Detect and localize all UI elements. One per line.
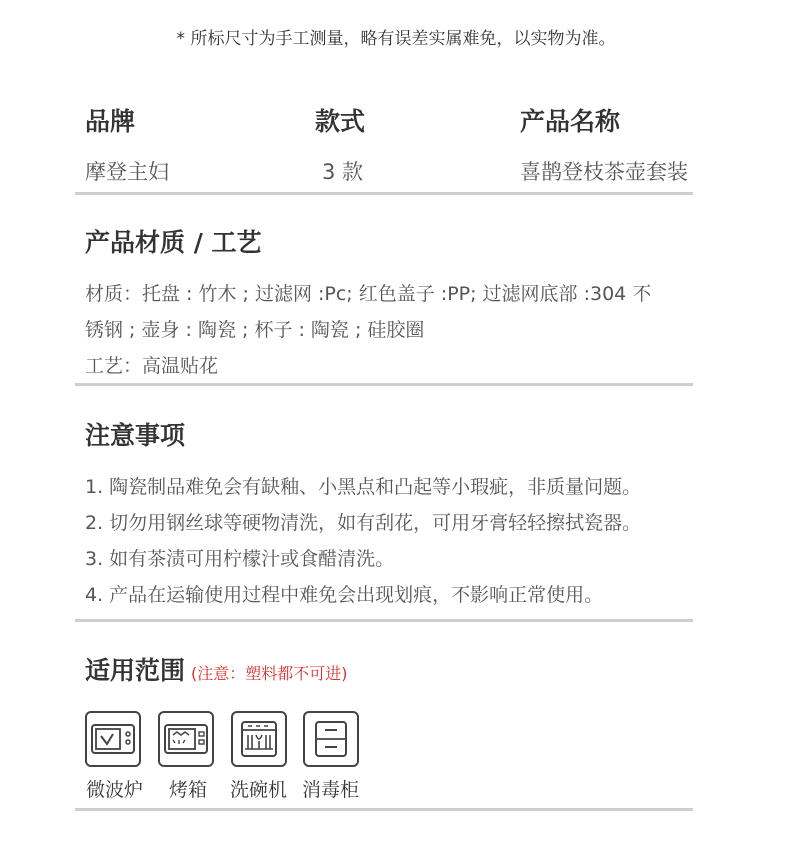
material-title: 产品材质 / 工艺	[85, 228, 262, 257]
notes-title: 注意事项	[85, 421, 186, 450]
usage-title	[85, 651, 348, 687]
material-line: 材质：托盘 : 竹木 ; 过滤网 :Pc; 红色盖子 :PP; 过滤网底部 :304 不	[85, 283, 652, 305]
microwave-label: 微波炉	[86, 779, 144, 801]
divider	[75, 192, 693, 195]
usage-title-text: 适用范围	[85, 656, 186, 685]
craft-line: 工艺：高温贴花	[85, 355, 219, 377]
sterilizer-label: 消毒柜	[302, 779, 360, 801]
note-item: 3. 如有茶渍可用柠檬汁或食醋清洗。	[85, 548, 395, 570]
brand-value: 摩登主妇	[85, 160, 169, 184]
note-item: 2. 切勿用钢丝球等硬物清洗，如有刮花，可用牙膏轻轻擦拭瓷器。	[85, 512, 642, 534]
style-value: 3 款	[322, 160, 364, 184]
note-item: 4. 产品在运输使用过程中难免会出现划痕，不影响正常使用。	[85, 584, 604, 606]
oven-label: 烤箱	[169, 779, 208, 801]
product-name-value: 喜鹊登枝茶壶套装	[520, 160, 688, 184]
divider	[75, 808, 693, 811]
oven-icon	[158, 711, 214, 767]
plastic-warning: (注意：塑料都不可进)	[191, 664, 348, 683]
divider	[75, 383, 693, 386]
product-name-header: 产品名称	[520, 107, 621, 136]
sterilizer-cabinet-icon	[303, 711, 359, 767]
note-item: 1. 陶瓷制品难免会有缺釉、小黑点和凸起等小瑕疵，非质量问题。	[85, 476, 642, 498]
material-line: 锈钢 ; 壶身 : 陶瓷 ; 杯子 : 陶瓷 ; 硅胶圈	[85, 319, 425, 341]
measurement-note: * 所标尺寸为手工测量，略有误差实属难免，以实物为准。	[176, 29, 616, 49]
dishwasher-icon	[231, 711, 287, 767]
divider	[75, 619, 693, 622]
dishwasher-label: 洗碗机	[230, 779, 288, 801]
style-header: 款式	[315, 107, 366, 136]
brand-header: 品牌	[85, 107, 136, 136]
microwave-icon	[85, 711, 141, 767]
